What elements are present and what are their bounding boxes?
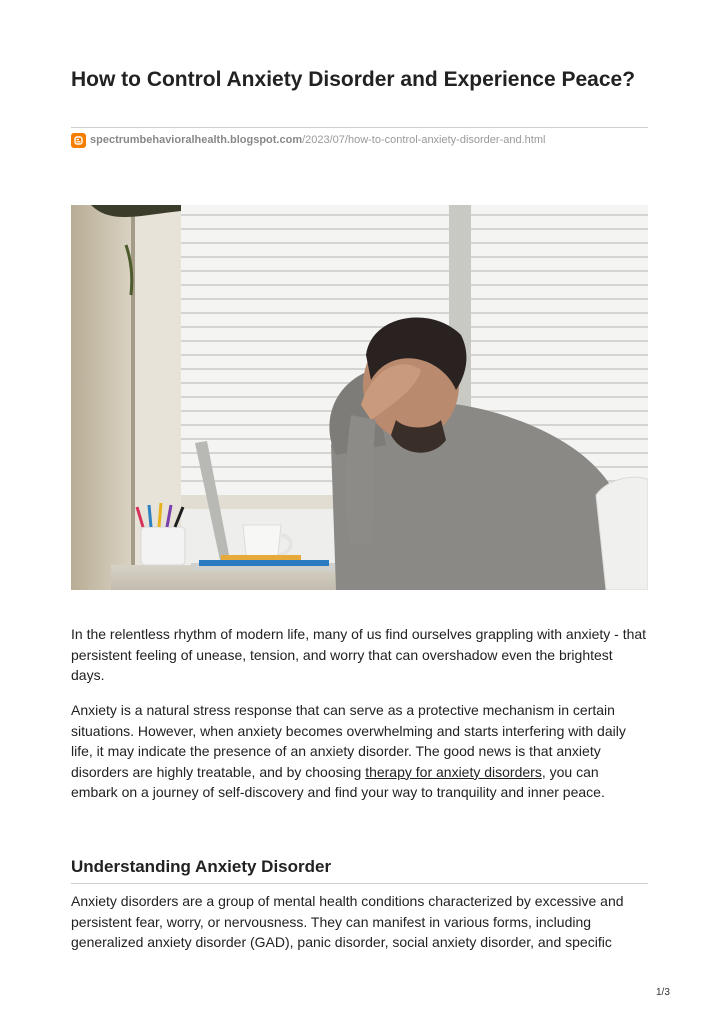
page-number: 1/3 <box>656 987 670 998</box>
section-divider <box>71 883 648 884</box>
title-divider <box>71 127 648 128</box>
p2-text-after: , you can embark on a journey of self-discovery and find your way to tranquility and inner peace. <box>71 763 605 800</box>
article-photo <box>71 205 648 590</box>
article-title: How to Control Anxiety Disorder and Experience Peace? <box>71 68 636 91</box>
blogger-icon <box>71 133 86 148</box>
source-link[interactable] <box>71 132 648 148</box>
source-domain: spectrumbehavioralhealth.blogspot.com <box>90 134 303 146</box>
section-heading: Understanding Anxiety Disorder <box>71 857 332 876</box>
intro-paragraph: In the relentless rhythm of modern life, many of us find ourselves grappling with anxiety - that persistent feeling of unease, tension, and worry that can overshadow even the brightest days. <box>71 626 647 683</box>
body-paragraph-3: Anxiety disorders are a group of mental health conditions characterized by excessive and persistent fear, worry, or nervousness. They can manifest in various forms, including generalized anxiety disorder (GAD), panic disorder, social anxiety disorder, and specific <box>71 893 624 950</box>
body-paragraph-2 <box>71 700 648 803</box>
therapy-link[interactable]: therapy for anxiety disorders <box>365 763 542 780</box>
source-path: /2023/07/how-to-control-anxiety-disorder-and.html <box>302 134 546 146</box>
p2-text-before: Anxiety is a natural stress response that can serve as a protective mechanism in certain situations. However, when anxiety becomes overwhelming and starts interfering with daily life, it may indicate the presence of an anxiety disorder. The good news is that anxiety disorders are highly treatable, and by choosing <box>71 702 626 780</box>
